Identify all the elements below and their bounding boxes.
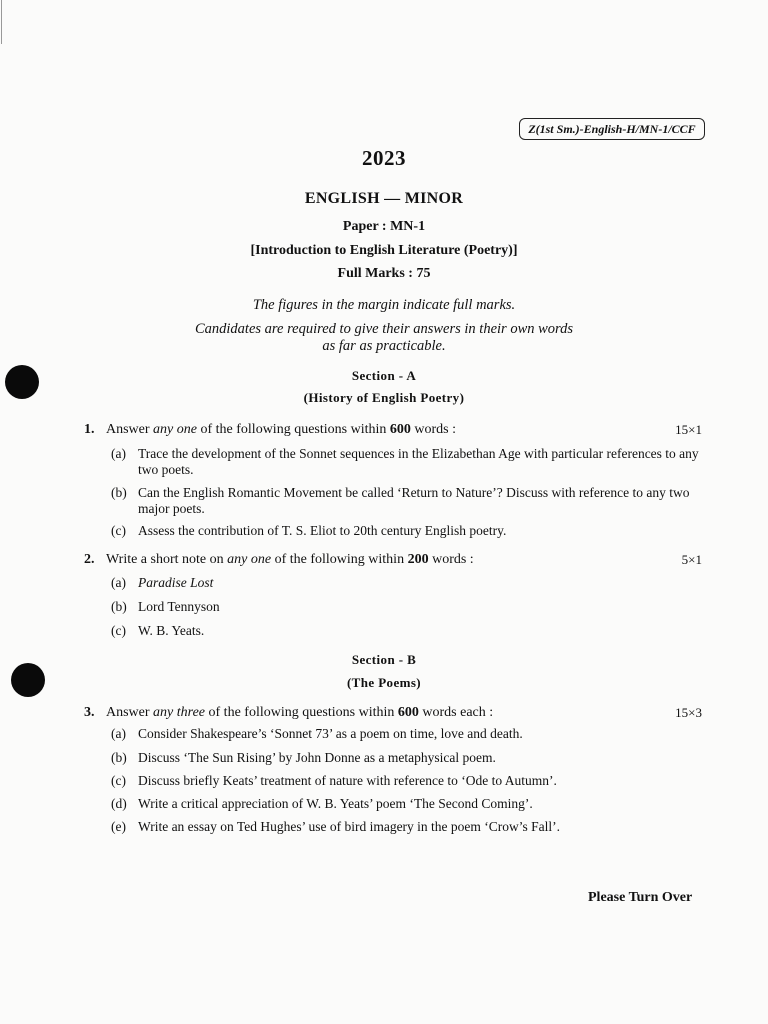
section-b-subtitle: (The Poems) [346,675,422,690]
instruction-line-2: Candidates are required to give their answers in their own words [194,321,574,337]
question-number: 3. [84,705,95,720]
question-number: 2. [84,552,95,567]
question-marks: 15×1 [675,422,702,437]
question-prompt: Write a short note on any one of the following within 200 words : [106,552,474,567]
section-a-title: Section - A [351,368,417,383]
please-turn-over: Please Turn Over [588,890,693,905]
instruction-line-3: as far as practicable. [322,338,446,354]
instruction-line-1: The figures in the margin indicate full marks. [252,297,516,313]
paper-code-box: Z(1st Sm.)-English-H/MN-1/CCF [519,118,705,140]
full-marks: Full Marks : 75 [337,266,431,281]
question-prompt: Answer any three of the following questions within 600 words each : [106,705,494,720]
course-title: [Introduction to English Literature (Poetry)] [250,243,518,258]
section-b-title: Section - B [351,652,417,667]
question-marks: 15×3 [675,705,702,720]
question-marks: 5×1 [681,552,702,567]
question-number: 1. [84,422,95,437]
exam-year: 2023 [362,146,406,170]
question-prompt: Answer any one of the following questions within 600 words : [106,422,456,437]
paper-label: Paper : MN-1 [342,219,426,234]
scan-margin-line [1,0,2,44]
section-a-subtitle: (History of English Poetry) [303,390,465,405]
subject-title: ENGLISH — MINOR [304,190,464,207]
